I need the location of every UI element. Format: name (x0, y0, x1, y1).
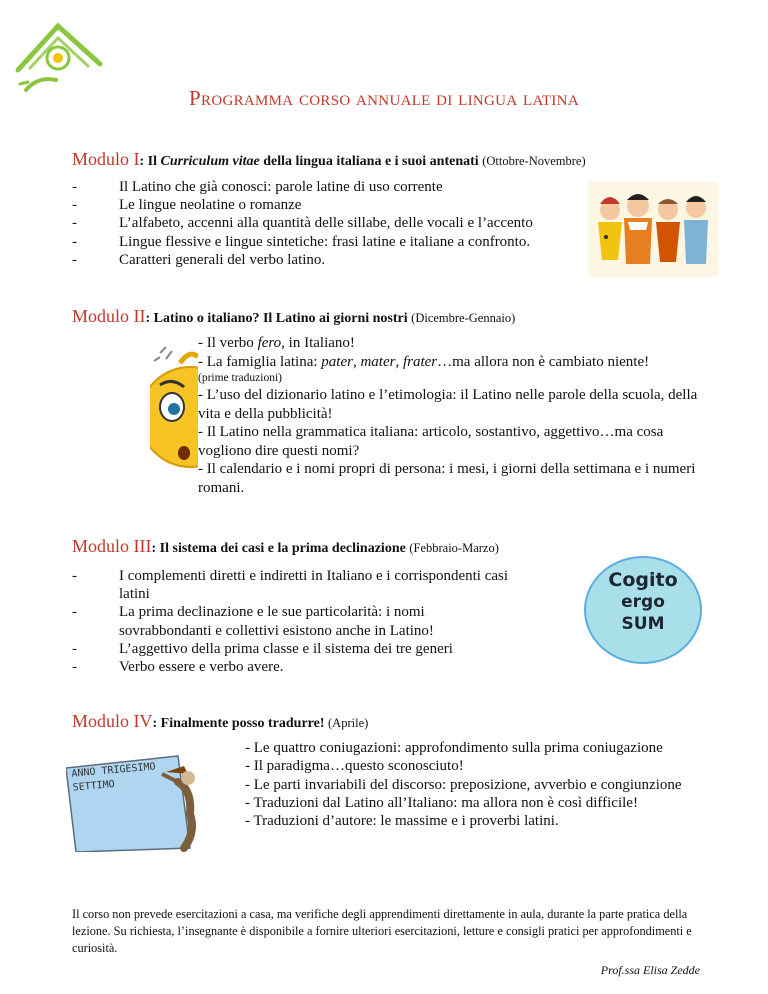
list-item: - La famiglia latina: pater, mater, frater…ma allora non è cambiato niente! (198, 353, 650, 370)
list-item: - L’alfabeto, accenni alla quantità delle sillabe, delle vocali e l’accento (72, 214, 582, 232)
list-item: - L’aggettivo della prima classe e il sistema dei tre generi (72, 640, 517, 658)
list-item: - Traduzioni d’autore: le massime e i proverbi latini. (245, 813, 559, 830)
badge-line: SUM (621, 614, 665, 634)
module-4-text (245, 739, 707, 830)
stone-carver-image (66, 752, 231, 852)
module-2-text (198, 334, 710, 497)
confused-emoji-image (150, 345, 198, 475)
list-item: - I complementi diretti e indiretti in Italiano e i corrispondenti casi latini (72, 567, 517, 603)
list-item: - Traduzioni dal Latino all’Italiano: ma allora non è così difficile! (245, 794, 638, 811)
footer-note: Il corso non prevede esercitazioni a casa, ma verifiche degli apprendimenti direttamente in aula, durante la parte pratica della lezione. Su richiesta, l’insegnante è disponibile a fornire ulteriori esercitazioni, letture e consigli pratici per approfondimenti e curiosità. (72, 907, 692, 955)
list-item: - Le lingue neolatine o romanze (72, 196, 582, 214)
list-item: - Lingue flessive e lingue sintetiche: frasi latine e italiane a confronto. (72, 233, 582, 251)
slab-line: SETTIMO (72, 778, 116, 794)
module-1-heading: Modulo I: Il Curriculum vitae della lingua italiana e i suoi antenati (Ottobre-Novembre) (72, 149, 586, 169)
list-item: - Il Latino che già conosci: parole latine di uso corrente (72, 178, 582, 196)
list-item: - Le quattro coniugazioni: approfondimento sulla prima coniugazione (245, 740, 663, 756)
list-item: - Il verbo fero, in Italiano! (198, 335, 355, 351)
module-1-list (72, 178, 582, 269)
badge-line: Cogito (608, 569, 678, 591)
module-4-heading: Modulo IV: Finalmente posso tradurre! (Aprile) (72, 711, 369, 731)
slab-line: ANNO TRIGESIMO (71, 761, 156, 780)
list-item: - Il Latino nella grammatica italiana: articolo, sostantivo, aggettivo…ma cosa vogliono dire questi nomi? (198, 424, 664, 459)
cogito-badge (583, 555, 703, 665)
list-item: - Il calendario e i nomi propri di persona: i mesi, i giorni della settimana e i numeri romani. (198, 461, 696, 496)
flintstones-image (588, 182, 718, 277)
module-3-list (72, 567, 517, 676)
signature: Prof.ssa Elisa Zedde (600, 963, 700, 977)
list-item: - L’uso del dizionario latino e l’etimologia: il Latino nelle parole della scuola, della vita e della pubblicità! (198, 387, 698, 422)
list-item: - Caratteri generali del verbo latino. (72, 251, 582, 269)
list-item: - Verbo essere e verbo avere. (72, 658, 517, 676)
badge-line: ergo (621, 592, 665, 612)
page-title: Programma corso annuale di lingua latina (189, 86, 579, 110)
list-item: - Le parti invariabili del discorso: preposizione, avverbio e congiunzione (245, 776, 682, 793)
list-item: - Il paradigma…questo sconosciuto! (245, 758, 464, 775)
module-3-heading: Modulo III: Il sistema dei casi e la prima declinazione (Febbraio-Marzo) (72, 536, 499, 556)
list-item: - La prima declinazione e le sue particolarità: i nomi sovrabbondanti e collettivi esistono anche in Latino! (72, 603, 517, 639)
module-2-heading: Modulo II: Latino o italiano? Il Latino ai giorni nostri (Dicembre-Gennaio) (72, 306, 516, 326)
note: (prime traduzioni) (198, 372, 282, 384)
